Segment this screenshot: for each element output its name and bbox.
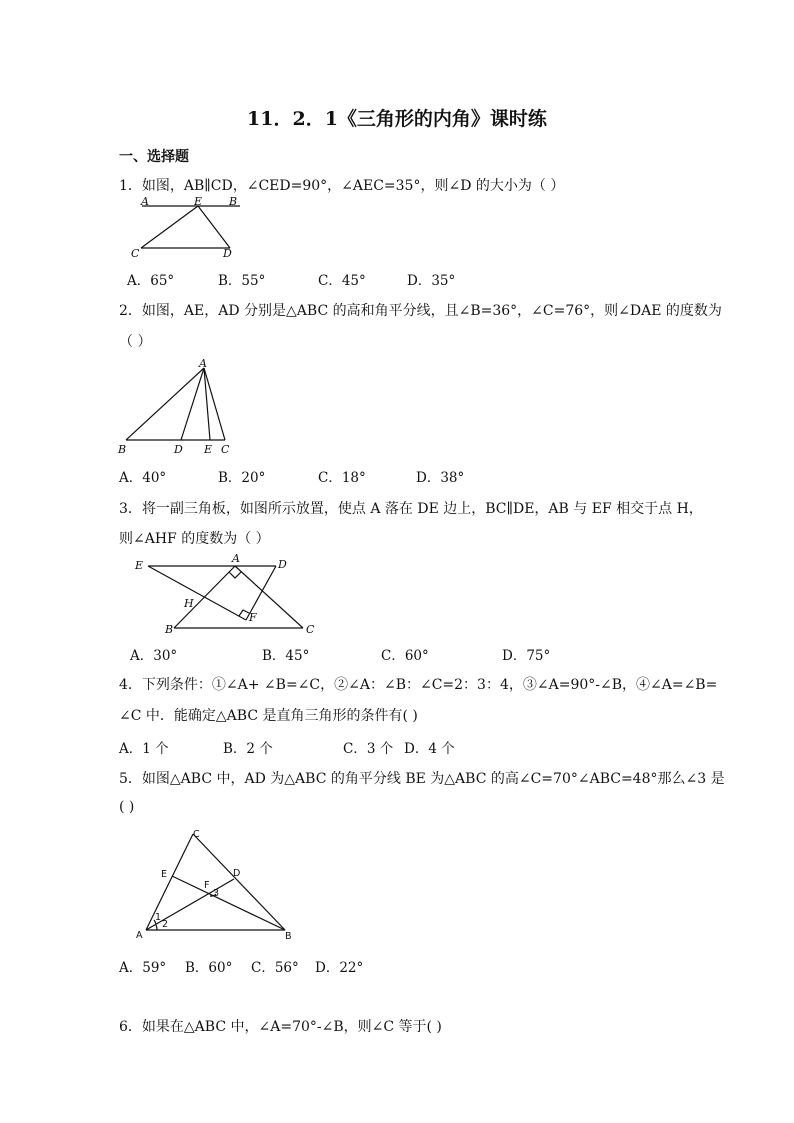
label-c: C bbox=[193, 829, 200, 840]
question-1-stem: 1．如图，AB∥CD，∠CED=90°，∠AEC=35°，则∠D 的大小为（ ） bbox=[119, 178, 565, 194]
question-5-option-d: D．22° bbox=[315, 960, 364, 976]
label-d: D bbox=[233, 868, 241, 879]
label-1: 1 bbox=[155, 912, 162, 923]
question-4-option-a: A．1 个 bbox=[119, 741, 169, 757]
question-3-stem-line-1: 3．将一副三角板，如图所示放置，使点 A 落在 DE 边上，BC∥DE，AB 与 EF 相交于点 H， bbox=[119, 501, 703, 517]
label-b: B bbox=[165, 623, 174, 636]
label-a: A bbox=[232, 552, 240, 565]
segment-ce bbox=[141, 206, 198, 248]
question-5-stem-line-1: 5．如图△ABC 中，AD 为△ABC 的角平分线 BE 为△ABC 的高∠C=70°∠ABC=48°那么∠3 是 bbox=[119, 771, 725, 787]
label-f: F bbox=[249, 611, 257, 624]
question-3-figure bbox=[128, 550, 323, 640]
label-c: C bbox=[221, 443, 230, 456]
segment-eb bbox=[172, 876, 285, 930]
angle-arc-2 bbox=[156, 925, 157, 930]
question-2-option-d: D．38° bbox=[416, 470, 465, 486]
page-title: 11．2．1《三角形的内角》课时练 bbox=[247, 108, 547, 130]
question-1-option-b: B．55° bbox=[218, 273, 266, 289]
question-3-option-a: A．30° bbox=[130, 648, 178, 664]
label-e: E bbox=[204, 443, 213, 456]
question-6-stem: 6．如果在△ABC 中，∠A=70°-∠B，则∠C 等于( ) bbox=[119, 1019, 442, 1035]
question-4-stem-line-2: ∠C 中．能确定△ABC 是直角三角形的条件有( ) bbox=[119, 708, 418, 724]
question-4-option-b: B．2 个 bbox=[223, 741, 273, 757]
question-3-stem-line-2: 则∠AHF 的度数为（ ） bbox=[119, 531, 270, 547]
label-b: B bbox=[118, 443, 127, 456]
label-a: A bbox=[136, 930, 143, 941]
label-d: D bbox=[278, 558, 287, 571]
label-b: B bbox=[229, 196, 238, 208]
label-d: D bbox=[223, 247, 232, 260]
label-c: C bbox=[306, 623, 315, 636]
segment-ac bbox=[146, 834, 193, 930]
question-3-option-b: B．45° bbox=[262, 648, 310, 664]
question-3-option-c: C．60° bbox=[381, 648, 429, 664]
label-e: E bbox=[194, 196, 203, 208]
question-2-stem-line-1: 2．如图，AE，AD 分别是△ABC 的高和角平分线，且∠B=36°，∠C=76°，则∠DAE 的度数为 bbox=[119, 303, 722, 319]
label-e: E bbox=[135, 559, 144, 572]
question-5-figure bbox=[130, 824, 300, 946]
question-1-figure bbox=[128, 196, 260, 262]
question-5-option-b: B．60° bbox=[185, 960, 233, 976]
label-d: D bbox=[174, 443, 183, 456]
question-5-option-a: A．59° bbox=[119, 960, 167, 976]
label-f: F bbox=[204, 880, 210, 891]
segment-ac bbox=[235, 566, 303, 628]
question-1-option-d: D．35° bbox=[407, 273, 456, 289]
question-5-option-c: C．56° bbox=[251, 960, 299, 976]
question-2-option-c: C．18° bbox=[318, 470, 366, 486]
question-2-figure bbox=[115, 356, 240, 456]
label-a: A bbox=[199, 357, 207, 370]
question-2-option-b: B．20° bbox=[218, 470, 266, 486]
question-1-option-c: C．45° bbox=[318, 273, 366, 289]
label-c: C bbox=[131, 247, 140, 260]
label-2: 2 bbox=[162, 919, 169, 930]
question-2-stem-line-2: （ ） bbox=[119, 334, 152, 350]
question-5-stem-line-2: ( ) bbox=[119, 799, 135, 815]
label-h: H bbox=[184, 597, 194, 610]
label-3: 3 bbox=[213, 888, 220, 899]
label-e: E bbox=[161, 869, 168, 880]
label-a: A bbox=[141, 196, 149, 208]
question-3-option-d: D．75° bbox=[502, 648, 551, 664]
segment-ed bbox=[198, 206, 230, 248]
question-1-option-a: A．65° bbox=[127, 273, 175, 289]
label-b: B bbox=[285, 931, 292, 942]
question-4-option-c: C．3 个 bbox=[343, 741, 394, 757]
right-angle-mark-a bbox=[229, 572, 241, 578]
question-2-option-a: A．40° bbox=[119, 470, 167, 486]
question-4-stem-line-1: 4．下列条件：①∠A+ ∠B=∠C，②∠A：∠B：∠C=2：3：4，③∠A=90°-∠B，④∠A=∠B= bbox=[119, 677, 718, 693]
section-heading: 一、选择题 bbox=[119, 149, 189, 165]
question-4-option-d: D．4 个 bbox=[404, 741, 455, 757]
right-angle-mark-f bbox=[239, 610, 249, 616]
